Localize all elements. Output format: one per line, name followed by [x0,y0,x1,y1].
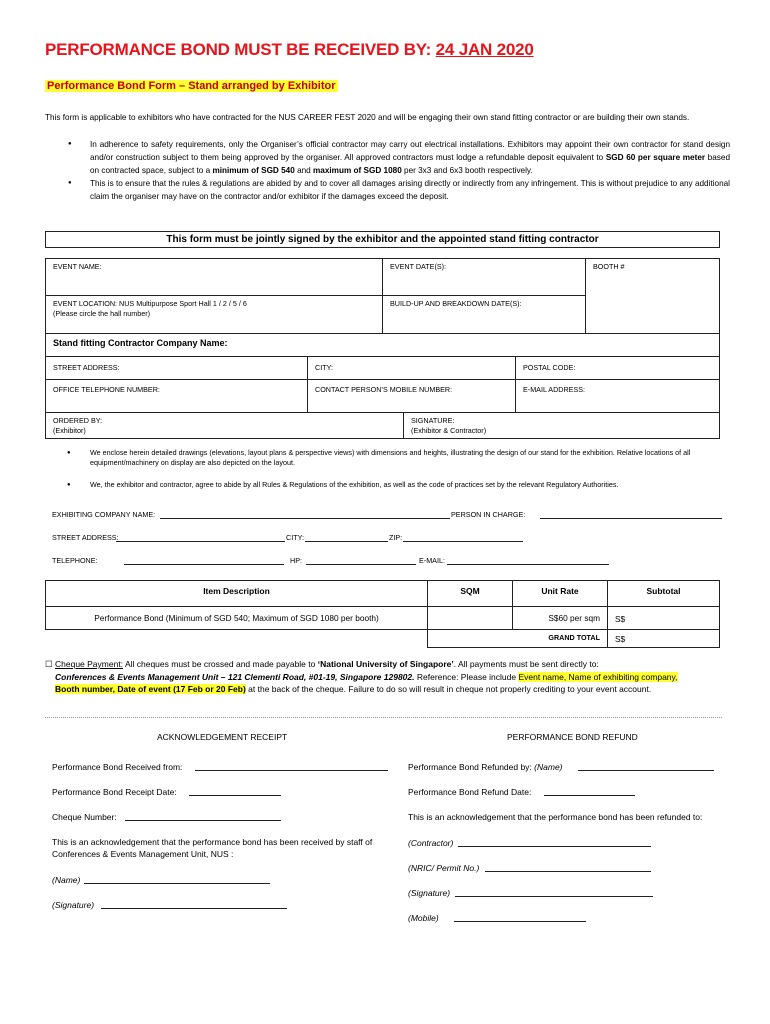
event-location-field[interactable] [45,295,383,334]
label: EVENT NAME: [53,262,102,271]
page-title [45,40,534,60]
col-item-description: Item Description [45,580,428,607]
city-field[interactable] [307,356,516,380]
refund-date-input[interactable] [544,795,635,796]
zip-label: ZIP: [389,533,403,542]
col-unit-rate: Unit Rate [512,580,608,607]
section-divider [45,717,722,718]
joint-sign-notice: This form must be jointly signed by the exhibitor and the appointed stand fitting contractor [45,231,720,248]
refund-mobile-label: (Mobile) [408,913,439,923]
event-name-field[interactable] [45,258,383,296]
agreement-item: ● We, the exhibitor and contractor, agree to abide by all Rules & Regulations of the exhibition, as well as the code of practices set by the relevant Regulatory Authorities. [45,480,735,490]
grand-total-value[interactable]: S$ [607,629,720,648]
text: based on contracted space, subject to a [90,153,730,175]
received-from-input[interactable] [195,770,388,771]
street-label: STREET ADDRESS: [52,533,119,542]
receipt-ack-text: This is an acknowledgement that the performance bond has been received by staff of Conferences & Events Management Unit, NUS : [52,837,373,859]
text: and [294,166,314,175]
refund-signature-label: (Signature) [408,888,451,898]
cheque-label: Cheque Payment: [55,659,124,669]
telephone-label: TELEPHONE: [52,556,98,565]
label: EVENT LOCATION: NUS Multipurpose Sport Hall 1 / 2 / 5 / 6 [53,299,247,308]
text: In adherence to safety requirements, only the Organiser’s official contractor may carry out electrical installations. Exhibitors may appoint their own contractor for stand design and/or construction subject to them being approved by the organiser. All approved contractors must lodge a refundable deposit equivalent to [90,140,730,162]
receipt-signature-input[interactable] [101,908,287,909]
intro-text: This form is applicable to exhibitors who have contracted for the NUS CAREER FEST 2020 and will be engaging their own stand fitting contractor or are building their own stands. [45,113,690,122]
email-address-field[interactable] [515,379,720,413]
mailing-address: Conferences & Events Management Unit – 121 Clementi Road, #01-19, Singapore 129802. [55,671,415,682]
refunded-by-input[interactable] [578,770,714,771]
refund-mobile-input[interactable] [454,921,586,922]
contractor-company-field[interactable] [45,333,720,357]
agreement-list [45,448,735,502]
postal-code-field[interactable] [515,356,720,380]
receipt-date-label: Performance Bond Receipt Date: [52,787,177,797]
event-dates-field[interactable] [382,258,586,296]
buildup-dates-field[interactable] [382,295,586,334]
label: (Please circle the hall number) [53,309,151,318]
refund-nric-input[interactable] [485,871,651,872]
grand-total-label: GRAND TOTAL [427,629,608,648]
exhibiting-company-label: EXHIBITING COMPANY NAME: [52,510,156,519]
text: per 3x3 and 6x3 booth respectively. [401,166,533,175]
reference-highlight: Event name, Name of exhibiting company, [518,671,678,682]
city-label: CITY: [286,533,304,542]
receipt-name-input[interactable] [84,883,270,884]
label: CITY: [315,363,333,372]
reference-highlight: Booth number, Date of event (17 Feb or 20 Feb) [55,684,246,694]
text: . All payments must be sent directly to: [453,659,599,669]
person-in-charge-input[interactable] [540,518,722,519]
max-text: maximum of SGD 1080 [313,166,402,175]
label: (Exhibitor) [53,426,86,435]
label: ORDERED BY: [53,416,103,425]
city-input[interactable] [305,541,388,542]
exhibiting-company-input[interactable] [160,518,450,519]
label: BOOTH # [593,262,625,271]
label: Stand fitting Contractor Company Name: [53,338,228,348]
label: E-MAIL ADDRESS: [523,385,586,394]
refund-heading: PERFORMANCE BOND REFUND [507,732,638,742]
text: All cheques must be crossed and made payable to [123,659,318,669]
receipt-heading: ACKNOWLEDGEMENT RECEIPT [157,732,288,742]
col-sqm: SQM [427,580,513,607]
email-input[interactable] [447,564,609,565]
contact-mobile-field[interactable] [307,379,516,413]
refunded-by-label [408,761,563,773]
refund-signature-input[interactable] [455,896,653,897]
text: Reference: Please include [414,671,519,682]
form-heading: Performance Bond Form – Stand arranged by Exhibitor [47,80,336,92]
cheque-payment-note [45,658,735,696]
label: STREET ADDRESS: [53,363,120,372]
office-telephone-field[interactable] [45,379,308,413]
refund-ack-text: This is an acknowledgement that the performance bond has been refunded to: [408,812,703,822]
street-input[interactable] [116,541,285,542]
label: SIGNATURE: [411,416,455,425]
hp-label: HP: [290,556,302,565]
hp-input[interactable] [306,564,416,565]
text: at the back of the cheque. Failure to do so will result in cheque not properly crediting to your event account. [245,684,652,694]
email-label: E-MAIL: [419,556,445,565]
label: OFFICE TELEPHONE NUMBER: [53,385,160,394]
payee: ‘National University of Singapore’ [317,659,454,669]
street-address-field[interactable] [45,356,308,380]
deadline-date: 24 JAN 2020 [435,40,534,59]
booth-field[interactable] [585,258,720,334]
cheque-checkbox[interactable]: ☐ [45,659,53,669]
ordered-by-field[interactable] [45,412,404,439]
row-unit-rate: S$60 per sqm [512,606,608,630]
person-in-charge-label: PERSON IN CHARGE: [451,510,526,519]
cheque-number-input[interactable] [125,820,281,821]
telephone-input[interactable] [124,564,284,565]
signature-field[interactable] [403,412,720,439]
requirement-item: ● This is to ensure that the rules & regulations are abided by and to cover all damages arising directly or indirectly from any infringement. This is without prejudice to any additional claim the organiser may have on the contractor and/or exhibitor if the damages exceed the deposit. [45,177,730,203]
refund-date-label: Performance Bond Refund Date: [408,787,532,797]
label: POSTAL CODE: [523,363,576,372]
label: EVENT DATE(S): [390,262,447,271]
requirements-list [45,138,730,203]
cheque-number-label: Cheque Number: [52,812,117,822]
receipt-signature-label: (Signature) [52,900,95,910]
text: Performance Bond Refunded by: [408,762,535,772]
zip-input[interactable] [403,541,523,542]
receipt-date-input[interactable] [189,795,281,796]
row-item-description: Performance Bond (Minimum of SGD 540; Maximum of SGD 1080 per booth) [45,606,428,630]
label: (Exhibitor & Contractor) [411,426,487,435]
requirement-item [45,138,730,177]
label: BUILD-UP AND BREAKDOWN DATE(S): [390,299,522,308]
received-from-label: Performance Bond Received from: [52,762,183,772]
receipt-name-label: (Name) [52,875,81,885]
refund-nric-label: (NRIC/ Permit No.) [408,863,480,873]
agreement-item: ● We enclose herein detailed drawings (elevations, layout plans & perspective views) with dimensions and heights, illustrating the design of our stand for the exhibition. Relative locations of all equipment/machinery on display are also depicted on the layout. [45,448,735,468]
col-subtotal: Subtotal [607,580,720,607]
rate-text: SGD 60 per square meter [605,153,706,162]
sqm-input[interactable] [427,606,513,630]
text: (Name) [534,762,563,772]
label: CONTACT PERSON’S MOBILE NUMBER: [315,385,453,394]
refund-contractor-label: (Contractor) [408,838,454,848]
row-subtotal[interactable]: S$ [607,606,720,630]
min-text: minimum of SGD 540 [212,166,295,175]
refund-contractor-input[interactable] [458,846,651,847]
title-prefix: PERFORMANCE BOND MUST BE RECEIVED BY: [45,40,436,59]
